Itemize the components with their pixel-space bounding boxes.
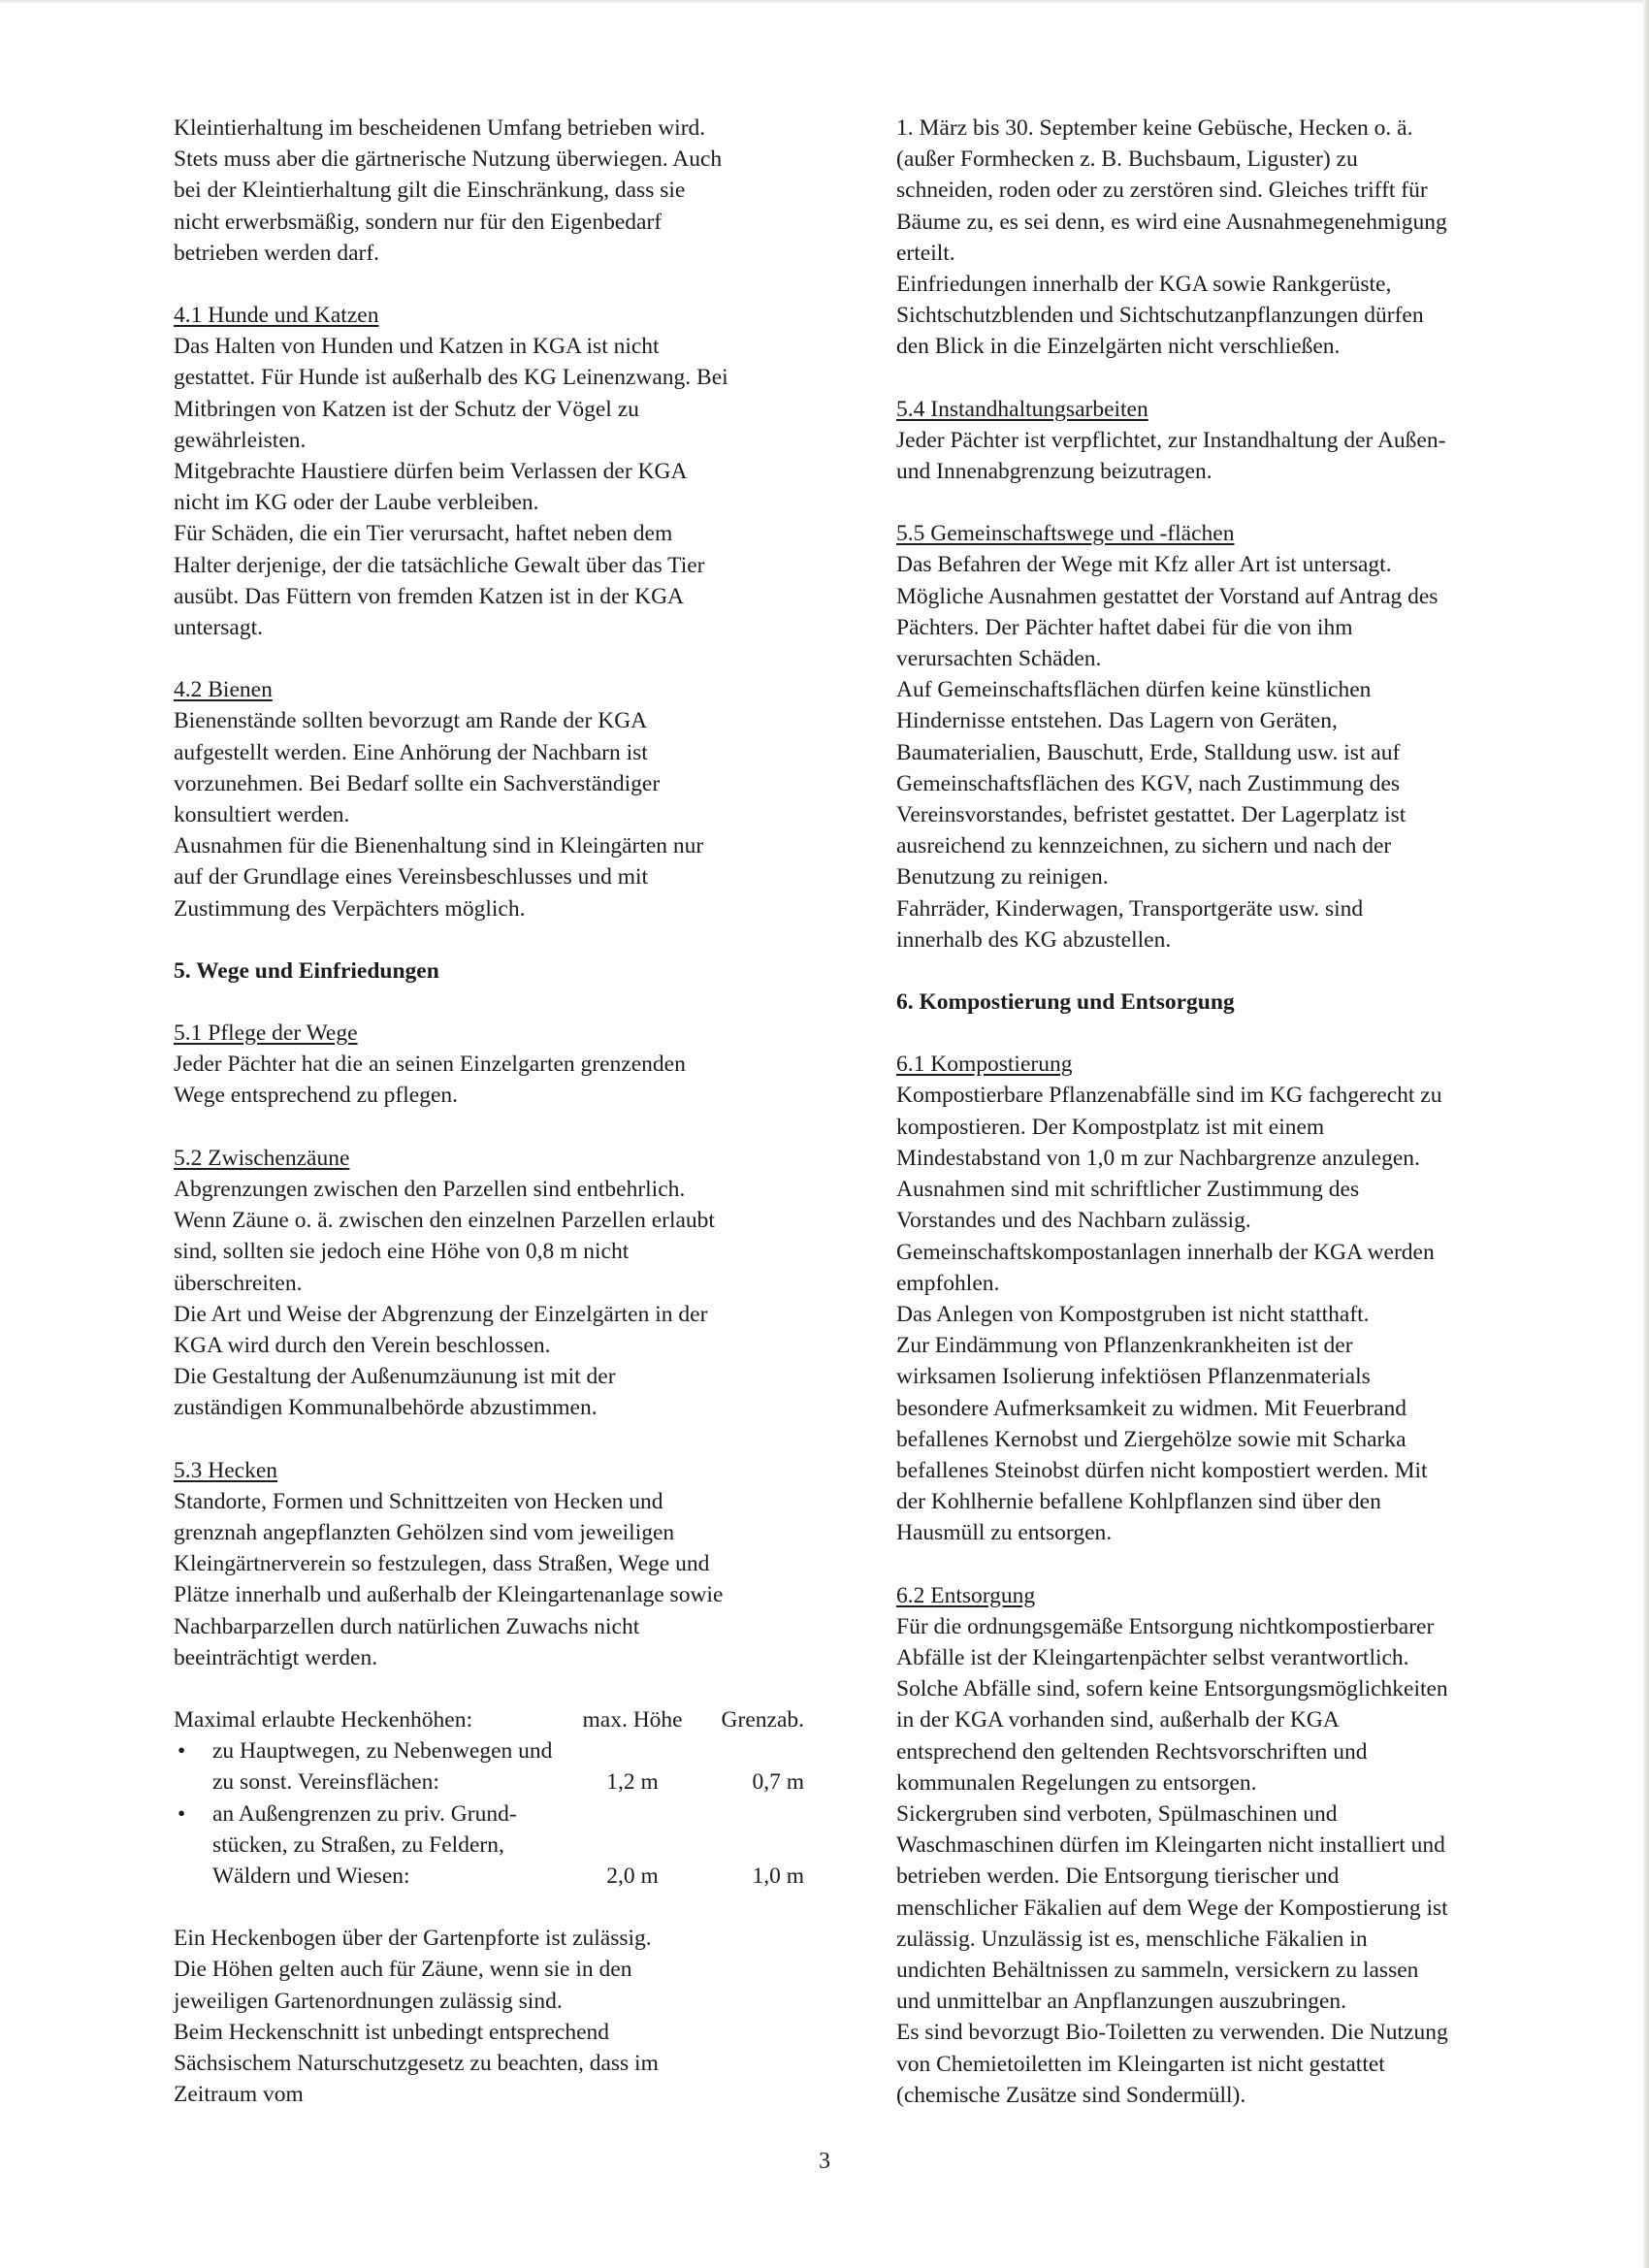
text-line: Fahrräder, Kinderwagen, Transportgeräte usw. sind [896, 895, 1364, 922]
text-line: in der KGA vorhanden sind, außerhalb der KGA [896, 1707, 1340, 1733]
text-line: betrieben werden darf. [174, 240, 380, 266]
text-line: Nachbarparzellen durch natürlichen Zuwachs nicht [174, 1613, 640, 1639]
section-4-2-body [174, 705, 814, 923]
text-line: Das Halten von Hunden und Katzen in KGA ist nicht [174, 334, 660, 360]
text-line: stücken, zu Straßen, zu Feldern, [212, 1831, 504, 1858]
bullet-icon: • [178, 1800, 186, 1827]
text-line: innerhalb des KG abzustellen. [896, 926, 1172, 953]
hedge-row-distance: 0,7 m [752, 1769, 804, 1796]
scan-edge-top [0, 0, 1649, 4]
text-line: Waschmaschinen dürfen im Kleingarten nicht installiert und [896, 1832, 1445, 1859]
hedge-table-height-header: max. Höhe [582, 1706, 683, 1733]
text-line: empfohlen. [896, 1270, 1000, 1296]
text-line: Ein Heckenbogen über der Gartenpforte ist zulässig. [174, 1926, 652, 1952]
text-line: zu sonst. Vereinsflächen: [212, 1769, 439, 1796]
right-intro [896, 113, 1536, 363]
text-line: kompostieren. Der Kompostplatz ist mit einem [896, 1114, 1325, 1140]
bullet-icon: • [178, 1738, 186, 1765]
text-line: aufgestellt werden. Eine Anhörung der Nachbarn ist [174, 739, 648, 765]
hedge-table-header [174, 1704, 804, 1735]
section-6-2-title: 6.2 Entsorgung [896, 1582, 1036, 1608]
text-line: Die Höhen gelten auch für Zäune, wenn sie in den [174, 1957, 632, 1983]
text-line: befallenes Kernobst und Ziergehölze sowie mit Scharka [896, 1426, 1406, 1452]
text-line: Vorstandes und des Nachbarn zulässig. [896, 1208, 1251, 1234]
text-line: undichten Behältnissen zu sammeln, versickern zu lassen [896, 1957, 1419, 1983]
text-line: Es sind bevorzugt Bio-Toiletten zu verwenden. Die Nutzung [896, 2020, 1448, 2046]
text-line: Wäldern und Wiesen: [212, 1863, 410, 1889]
text-line: (außer Formhecken z. B. Buchsbaum, Liguster) zu [896, 146, 1358, 173]
scan-edge-right [1643, 0, 1649, 2268]
section-5-1-body [174, 1049, 814, 1111]
text-line: Das Befahren der Wege mit Kfz aller Art ist untersagt. [896, 552, 1392, 578]
page-number: 3 [819, 2149, 830, 2174]
hedge-row-height: 1,2 m [606, 1769, 659, 1796]
section-4-1-body [174, 331, 814, 643]
text-line: Für Schäden, die ein Tier verursacht, haftet neben dem [174, 521, 673, 547]
section-5-2-title: 5.2 Zwischenzäune [174, 1145, 350, 1171]
text-line: Kompostierbare Pflanzenabfälle sind im KG fachgerecht zu [896, 1083, 1442, 1109]
text-line: an Außengrenzen zu priv. Grund- [212, 1800, 517, 1827]
text-line: jeweiligen Gartenordnungen zulässig sind. [174, 1988, 563, 2014]
text-line: untersagt. [174, 615, 264, 641]
hedge-row-height: 2,0 m [606, 1863, 659, 1889]
text-line: Mindestabstand von 1,0 m zur Nachbargrenze anzulegen. [896, 1145, 1420, 1171]
text-line: Mögliche Ausnahmen gestattet der Vorstand auf Antrag des [896, 583, 1439, 609]
text-line: der Kohlhernie befallene Kohlpflanzen sind über den [896, 1489, 1381, 1515]
text-line: Zustimmung des Verpächters möglich. [174, 895, 526, 922]
text-line: beeinträchtigt werden. [174, 1644, 378, 1670]
text-line: Zur Eindämmung von Pflanzenkrankheiten ist der [896, 1333, 1353, 1359]
text-line: und unmittelbar an Anpflanzungen auszubringen. [896, 1989, 1346, 2015]
text-line: Hausmüll zu entsorgen. [896, 1520, 1113, 1546]
text-line: erteilt. [896, 240, 955, 266]
text-line: (chemische Zusätze sind Sondermüll). [896, 2082, 1246, 2108]
text-line: Ausnahmen sind mit schriftlicher Zustimmung des [896, 1177, 1360, 1203]
text-line: KGA wird durch den Verein beschlossen. [174, 1332, 551, 1358]
section-6-1-title: 6.1 Kompostierung [896, 1052, 1073, 1078]
text-line: verursachten Schäden. [896, 646, 1102, 672]
text-line: Plätze innerhalb und außerhalb der Kleingartenanlage sowie [174, 1582, 724, 1608]
text-line: entsprechend den geltenden Rechtsvorschriften und [896, 1738, 1368, 1765]
text-line: Hindernisse entstehen. Das Lagern von Geräten, [896, 708, 1338, 734]
hedge-row-label [212, 1735, 582, 1798]
section-5-heading: 5. Wege und Einfriedungen [174, 957, 439, 984]
text-line: 1. März bis 30. September keine Gebüsche, Hecken o. ä. [896, 115, 1413, 141]
text-line: Für die ordnungsgemäße Entsorgung nichtkompostierbarer [896, 1613, 1435, 1639]
text-line: nicht im KG oder der Laube verbleiben. [174, 490, 539, 516]
text-line: gewährleisten. [174, 427, 307, 453]
text-line: Sächsischem Naturschutzgesetz zu beachten, dass im [174, 2050, 659, 2076]
text-line: nicht erwerbsmäßig, sondern nur für den Eigenbedarf [174, 209, 663, 235]
text-line: Jeder Pächter ist verpflichtet, zur Instandhaltung der Außen- [896, 427, 1446, 453]
text-line: konsultiert werden. [174, 802, 350, 828]
text-line: Mitbringen von Katzen ist der Schutz der Vögel zu [174, 396, 639, 422]
text-line: überschreiten. [174, 1270, 303, 1296]
text-line: Beim Heckenschnitt ist unbedingt entsprechend [174, 2019, 610, 2045]
text-line: wirksamen Isolierung infektiösen Pflanzenmaterials [896, 1364, 1371, 1390]
text-line: Stets muss aber die gärtnerische Nutzung überwiegen. Auch [174, 146, 723, 173]
section-6-2-body [896, 1611, 1536, 2111]
text-line: Wege entsprechend zu pflegen. [174, 1083, 459, 1109]
hedge-table-row [174, 1735, 804, 1798]
text-line: Gemeinschaftsflächen des KGV, nach Zustimmung des [896, 770, 1401, 796]
hedge-table-label: Maximal erlaubte Heckenhöhen: [174, 1706, 472, 1733]
text-line: Vereinsvorstandes, befristet gestattet. Der Lagerplatz ist [896, 802, 1406, 828]
text-line: von Chemietoiletten im Kleingarten ist nicht gestattet [896, 2051, 1385, 2077]
text-line: Baumaterialien, Bauschutt, Erde, Stalldung usw. ist auf [896, 739, 1401, 765]
text-line: kommunalen Regelungen zu entsorgen. [896, 1769, 1257, 1796]
text-line: den Blick in die Einzelgärten nicht verschließen. [896, 334, 1341, 360]
text-line: besondere Aufmerksamkeit zu widmen. Mit Feuerbrand [896, 1395, 1406, 1421]
section-5-2-body [174, 1174, 814, 1424]
text-line: Bäume zu, es sei denn, es wird eine Ausnahmegenehmigung [896, 209, 1447, 235]
text-line: Mitgebrachte Haustiere dürfen beim Verlassen der KGA [174, 459, 688, 485]
text-line: Kleingärtnerverein so festzulegen, dass Straßen, Wege und [174, 1551, 710, 1577]
section-5-3-title: 5.3 Hecken [174, 1457, 278, 1483]
text-line: Benutzung zu reinigen. [896, 864, 1109, 891]
text-line: Halter derjenige, der die tatsächliche Gewalt über das Tier [174, 552, 705, 578]
section-5-3-body [174, 1486, 814, 1673]
text-line: ausreichend zu kennzeichnen, zu sichern und nach der [896, 833, 1392, 859]
text-line: Zeitraum vom [174, 2082, 304, 2108]
text-line: Auf Gemeinschaftsflächen dürfen keine künstlichen [896, 677, 1372, 703]
text-line: Solche Abfälle sind, sofern keine Entsorgungsmöglichkeiten [896, 1676, 1448, 1702]
text-line: Sichtschutzblenden und Sichtschutzanpflanzungen dürfen [896, 303, 1424, 329]
section-5-5-body [896, 549, 1536, 956]
text-line: ausübt. Das Füttern von fremden Katzen ist in der KGA [174, 583, 685, 609]
text-line: auf der Grundlage eines Vereinsbeschlusses und mit [174, 864, 649, 891]
text-line: zu Hauptwegen, zu Nebenwegen und [212, 1738, 553, 1765]
text-line: Standorte, Formen und Schnittzeiten von Hecken und [174, 1488, 663, 1514]
text-line: Einfriedungen innerhalb der KGA sowie Rankgerüste, [896, 272, 1392, 298]
hedge-height-table [174, 1704, 804, 1892]
left-intro [174, 113, 814, 269]
section-4-2-title: 4.2 Bienen [174, 677, 273, 703]
text-line: Gemeinschaftskompostanlagen innerhalb der KGA werden [896, 1239, 1435, 1265]
text-line: Das Anlegen von Kompostgruben ist nicht statthaft. [896, 1301, 1370, 1327]
text-line: Abgrenzungen zwischen den Parzellen sind entbehrlich. [174, 1176, 686, 1202]
text-line: grenznah angepflanzten Gehölzen sind vom jeweiligen [174, 1519, 675, 1545]
text-line: und Innenabgrenzung beizutragen. [896, 459, 1212, 485]
text-line: schneiden, roden oder zu zerstören sind. Gleiches trifft für [896, 178, 1428, 204]
section-5-5-title: 5.5 Gemeinschaftswege und -flächen [896, 521, 1235, 547]
hedge-table-distance-header: Grenzab. [721, 1706, 804, 1733]
section-5-3-continued [174, 1923, 814, 2110]
right-column [896, 113, 1536, 2111]
section-6-heading: 6. Kompostierung und Entsorgung [896, 989, 1235, 1016]
hedge-table-row [174, 1798, 804, 1893]
text-line: zulässig. Unzulässig ist es, menschliche Fäkalien in [896, 1926, 1368, 1952]
text-line: befallenes Steinobst dürfen nicht kompostiert werden. Mit [896, 1457, 1428, 1483]
text-line: Sickergruben sind verboten, Spülmaschinen und [896, 1800, 1338, 1827]
text-line: sind, sollten sie jedoch eine Höhe von 0,8 m nicht [174, 1239, 630, 1265]
text-line: Abfälle ist der Kleingartenpächter selbst verantwortlich. [896, 1644, 1409, 1670]
section-5-4-title: 5.4 Instandhaltungsarbeiten [896, 396, 1148, 422]
section-4-1-title: 4.1 Hunde und Katzen [174, 303, 379, 329]
text-line: menschlicher Fäkalien auf dem Wege der Kompostierung ist [896, 1895, 1448, 1921]
text-line: vorzunehmen. Bei Bedarf sollte ein Sachverständiger [174, 770, 661, 796]
text-line: Pächters. Der Pächter haftet dabei für die von ihm [896, 614, 1353, 640]
text-line: Ausnahmen für die Bienenhaltung sind in Kleingärten nur [174, 833, 704, 859]
text-line: Bienenstände sollten bevorzugt am Rande der KGA [174, 708, 648, 734]
hedge-row-label [212, 1798, 582, 1893]
section-6-1-body [896, 1080, 1536, 1548]
text-line: betrieben werden. Die Entsorgung tierischer und [896, 1863, 1340, 1890]
text-line: Jeder Pächter hat die an seinen Einzelgarten grenzenden [174, 1052, 686, 1078]
section-5-1-title: 5.1 Pflege der Wege [174, 1021, 358, 1047]
section-5-4-body [896, 425, 1536, 487]
text-line: bei der Kleintierhaltung gilt die Einschränkung, dass sie [174, 178, 686, 204]
text-line: Die Art und Weise der Abgrenzung der Einzelgärten in der [174, 1301, 708, 1327]
text-line: zuständigen Kommunalbehörde abzustimmen. [174, 1395, 598, 1421]
text-line: gestattet. Für Hunde ist außerhalb des KG Leinenzwang. Bei [174, 365, 728, 391]
left-column [174, 113, 814, 2110]
text-line: Kleintierhaltung im bescheidenen Umfang betrieben wird. [174, 115, 706, 141]
text-line: Die Gestaltung der Außenumzäunung ist mit der [174, 1364, 616, 1390]
text-line: Wenn Zäune o. ä. zwischen den einzelnen Parzellen erlaubt [174, 1208, 715, 1234]
hedge-row-distance: 1,0 m [752, 1863, 804, 1889]
